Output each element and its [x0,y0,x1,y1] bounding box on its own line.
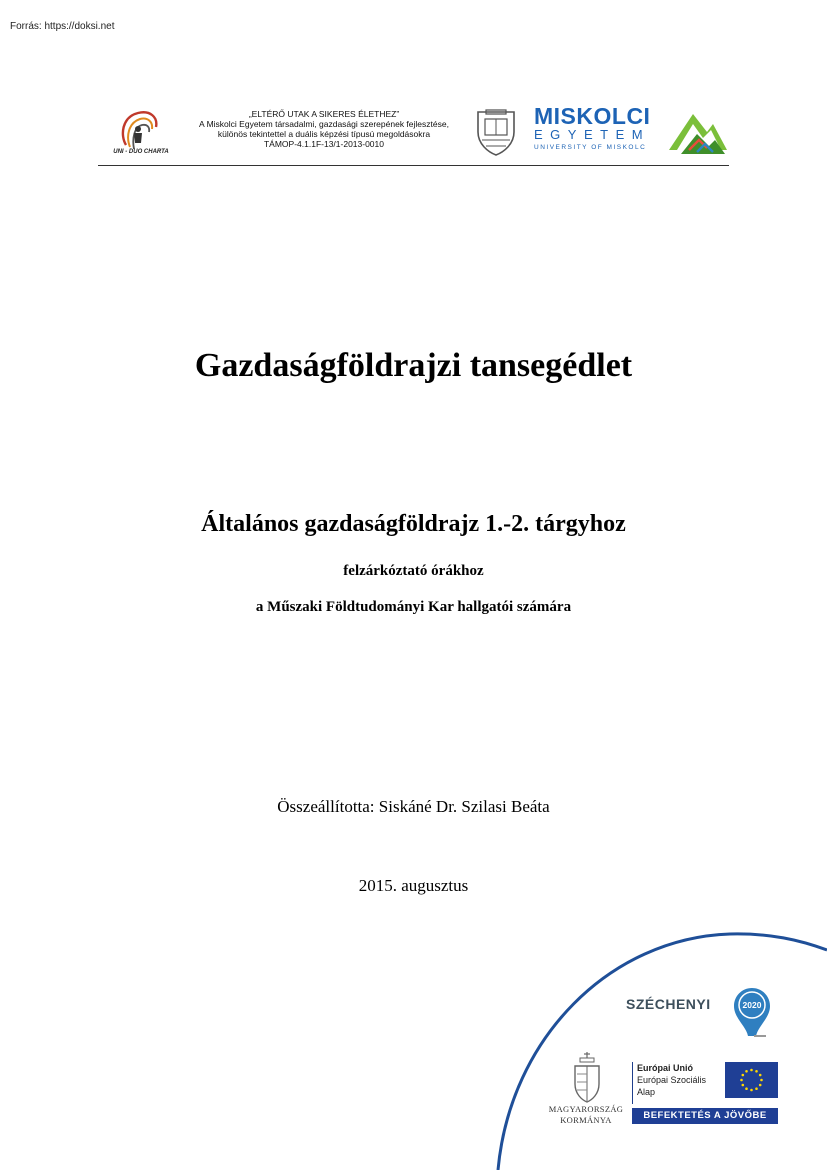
uni-duo-charta-caption: UNI - DUO CHARTA [113,149,169,155]
header-divider [98,165,729,166]
document-author: Összeállította: Siskáné Dr. Szilasi Beáta [277,797,550,816]
header-line: TÁMOP-4.1.1F-13/1-2013-0010 [263,139,384,149]
mountain-logo-icon [667,104,729,160]
header-line: különös tekintettel a duális képzési típusú megoldásokra [217,129,431,139]
university-crest-icon [472,106,520,158]
document-subtitle: Általános gazdaságföldrajz 1.-2. tárgyhoz [201,511,626,537]
government-label-line1: MAGYARORSZÁG [548,1104,624,1114]
szechenyi-pin-icon [732,986,772,1038]
document-date: 2015. augusztus [358,876,469,895]
university-english-name: UNIVERSITY OF MISKOLC [534,144,647,151]
szechenyi-2020-logo-text: SZÉCHENYI [626,996,711,1012]
document-audience: a Műszaki Földtudományi Kar hallgatói számára [255,599,572,615]
header-project-text [168,109,480,149]
eu-flag-icon [725,1062,778,1098]
document-purpose: felzárkóztató órákhoz [343,563,484,579]
eu-line2: Európai Szociális [637,1075,707,1085]
eu-line1: Európai Unió [637,1063,693,1073]
government-label-line2: KORMÁNYA [560,1115,612,1125]
source-label: Forrás: https://doksi.net [10,21,115,32]
eu-line3: Alap [637,1087,656,1097]
header-line: „ELTÉRŐ UTAK A SIKERES ÉLETHEZ” [248,109,400,119]
document-title: Gazdaságföldrajzi tansegédlet [194,347,633,384]
hungarian-coat-of-arms-icon [570,1052,604,1104]
university-of-miskolc-logo [534,104,660,154]
university-subname: EGYETEM [534,127,651,142]
invest-in-future-banner: BEFEKTETÉS A JÖVŐBE [632,1108,778,1124]
eu-fund-label [637,1062,706,1098]
decorative-arc [480,928,827,1170]
university-name: MISKOLCI [534,103,651,129]
header-line: A Miskolci Egyetem társadalmi, gazdasági szerepének fejlesztése, [199,119,449,129]
szechenyi-pin-label: 2020 [742,1000,762,1010]
eu-divider [632,1062,633,1104]
